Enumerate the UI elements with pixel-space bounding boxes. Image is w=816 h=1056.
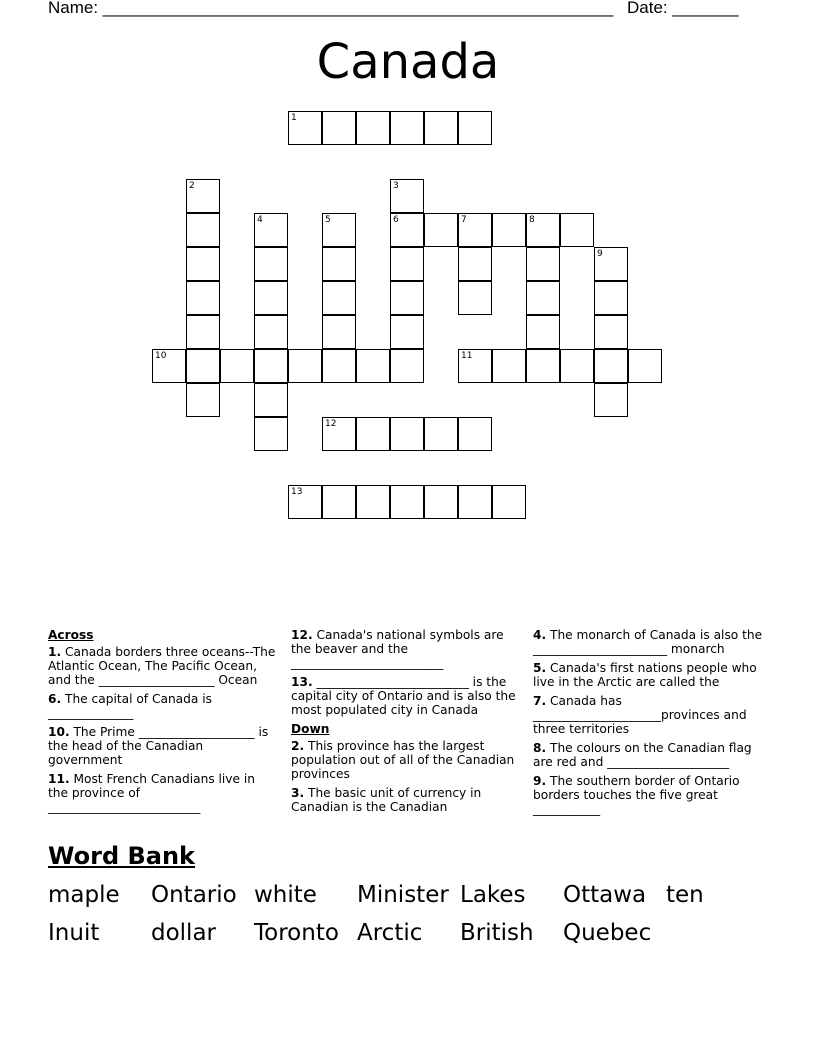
word-bank-word: Minister xyxy=(357,882,449,908)
word-bank-word: Quebec xyxy=(563,920,652,946)
crossword-cell[interactable] xyxy=(322,315,356,349)
clue-text: Canada borders three oceans--The Atlantic Ocean, The Pacific Ocean, and the ___________________ Ocean xyxy=(48,645,276,687)
crossword-cell[interactable] xyxy=(220,349,254,383)
crossword-cell[interactable] xyxy=(186,349,220,383)
clue-text: The monarch of Canada is also the ______________________ monarch xyxy=(533,628,763,656)
crossword-cell[interactable] xyxy=(390,111,424,145)
clue-across-10 xyxy=(48,725,278,767)
clue-text: Canada's national symbols are the beaver and the _________________________ xyxy=(291,628,504,670)
clue-number-label: 4 xyxy=(257,215,263,225)
clue-across-1 xyxy=(48,645,278,687)
clue-down-5 xyxy=(533,661,763,689)
clue-number-label: 13 xyxy=(291,487,303,497)
crossword-cell[interactable] xyxy=(424,485,458,519)
clue-column-2 xyxy=(291,628,521,819)
clue-down-3 xyxy=(291,786,521,814)
crossword-cell[interactable] xyxy=(356,417,390,451)
clue-text: Most French Canadians live in the province of _________________________ xyxy=(48,772,256,814)
clue-down-4 xyxy=(533,628,763,656)
clue-number: 7. xyxy=(533,694,547,708)
clue-across-6 xyxy=(48,692,278,720)
crossword-cell[interactable] xyxy=(254,315,288,349)
clue-number: 13. xyxy=(291,675,313,689)
word-bank-word: maple xyxy=(48,882,120,908)
crossword-cell[interactable] xyxy=(628,349,662,383)
word-bank-word: Ontario xyxy=(151,882,237,908)
name-field-label: Name: ______________________________________________________ xyxy=(48,0,614,17)
crossword-cell[interactable] xyxy=(492,485,526,519)
clue-number: 1. xyxy=(48,645,62,659)
clue-number: 5. xyxy=(533,661,547,675)
clue-number: 10. xyxy=(48,725,70,739)
clue-text: Canada's first nations people who live in the Arctic are called the xyxy=(533,661,757,689)
crossword-cell[interactable] xyxy=(322,349,356,383)
crossword-cell[interactable] xyxy=(186,247,220,281)
crossword-cell[interactable] xyxy=(424,417,458,451)
clue-number: 12. xyxy=(291,628,313,642)
clue-number-label: 11 xyxy=(461,351,473,361)
crossword-cell[interactable] xyxy=(390,349,424,383)
crossword-cell[interactable] xyxy=(254,281,288,315)
crossword-cell[interactable] xyxy=(322,111,356,145)
crossword-cell[interactable] xyxy=(152,349,186,383)
crossword-cell[interactable] xyxy=(390,213,424,247)
clue-number-label: 7 xyxy=(461,215,467,225)
crossword-cell[interactable] xyxy=(356,349,390,383)
crossword-cell[interactable] xyxy=(526,213,560,247)
crossword-cell[interactable] xyxy=(390,247,424,281)
clue-across-12 xyxy=(291,628,521,670)
crossword-cell[interactable] xyxy=(322,213,356,247)
crossword-cell[interactable] xyxy=(526,247,560,281)
crossword-cell[interactable] xyxy=(390,315,424,349)
crossword-cell[interactable] xyxy=(594,349,628,383)
crossword-cell[interactable] xyxy=(424,111,458,145)
clue-number-label: 9 xyxy=(597,249,603,259)
crossword-cell[interactable] xyxy=(322,417,356,451)
crossword-cell[interactable] xyxy=(390,281,424,315)
crossword-cell[interactable] xyxy=(390,485,424,519)
crossword-cell[interactable] xyxy=(526,281,560,315)
clue-number: 11. xyxy=(48,772,70,786)
clue-down-9 xyxy=(533,774,763,816)
clue-number: 2. xyxy=(291,739,305,753)
clue-number-label: 3 xyxy=(393,181,399,191)
crossword-cell[interactable] xyxy=(458,247,492,281)
clue-number: 9. xyxy=(533,774,547,788)
crossword-cell[interactable] xyxy=(458,111,492,145)
crossword-cell[interactable] xyxy=(594,247,628,281)
clue-number-label: 5 xyxy=(325,215,331,225)
word-bank-word: British xyxy=(460,920,534,946)
clue-down-8 xyxy=(533,741,763,769)
page-title: Canada xyxy=(316,34,500,90)
crossword-cell[interactable] xyxy=(356,485,390,519)
crossword-cell[interactable] xyxy=(492,349,526,383)
crossword-cell[interactable] xyxy=(560,213,594,247)
crossword-cell[interactable] xyxy=(390,417,424,451)
crossword-cell[interactable] xyxy=(458,417,492,451)
crossword-cell[interactable] xyxy=(322,485,356,519)
clue-across-13 xyxy=(291,675,521,717)
crossword-cell[interactable] xyxy=(424,213,458,247)
crossword-cell[interactable] xyxy=(594,383,628,417)
crossword-cell[interactable] xyxy=(526,349,560,383)
clue-number-label: 2 xyxy=(189,181,195,191)
crossword-cell[interactable] xyxy=(254,417,288,451)
clue-number: 8. xyxy=(533,741,547,755)
word-bank-word: Lakes xyxy=(460,882,526,908)
crossword-cell[interactable] xyxy=(390,179,424,213)
clue-column-1 xyxy=(48,628,278,819)
word-bank-word: dollar xyxy=(151,920,217,946)
word-bank-title: Word Bank xyxy=(48,842,196,870)
across-heading: Across xyxy=(48,628,94,642)
clue-text: The basic unit of currency in Canadian is the Canadian xyxy=(291,786,482,814)
clue-text: _________________________ is the capital city of Ontario and is also the most populated city in Canada xyxy=(291,675,516,717)
date-field-label: Date: _______ xyxy=(627,0,739,17)
down-heading: Down xyxy=(291,722,330,736)
word-bank-word: Inuit xyxy=(48,920,100,946)
crossword-cell[interactable] xyxy=(254,247,288,281)
crossword-cell[interactable] xyxy=(186,281,220,315)
crossword-cell[interactable] xyxy=(594,281,628,315)
crossword-cell[interactable] xyxy=(356,111,390,145)
crossword-cell[interactable] xyxy=(458,281,492,315)
clue-number-label: 12 xyxy=(325,419,337,429)
crossword-cell[interactable] xyxy=(254,213,288,247)
word-bank-word: Ottawa xyxy=(563,882,647,908)
clue-number: 3. xyxy=(291,786,305,800)
clue-text: The capital of Canada is ______________ xyxy=(48,692,212,720)
clue-text: The southern border of Ontario borders touches the five great ___________ xyxy=(533,774,740,816)
clue-text: Canada has _____________________provinces and three territories xyxy=(533,694,747,736)
crossword-cell[interactable] xyxy=(254,383,288,417)
word-bank-word: ten xyxy=(666,882,704,908)
clue-number-label: 6 xyxy=(393,215,399,225)
clue-down-2 xyxy=(291,739,521,781)
crossword-cell[interactable] xyxy=(254,349,288,383)
clue-text: This province has the largest population out of all of the Canadian provinces xyxy=(291,739,515,781)
clue-number-label: 8 xyxy=(529,215,535,225)
crossword-cell[interactable] xyxy=(560,349,594,383)
crossword-cell[interactable] xyxy=(322,247,356,281)
word-bank-word: Arctic xyxy=(357,920,423,946)
clue-across-11 xyxy=(48,772,278,814)
crossword-cell[interactable] xyxy=(458,485,492,519)
clue-number: 6. xyxy=(48,692,62,706)
crossword-cell[interactable] xyxy=(492,213,526,247)
crossword-cell[interactable] xyxy=(458,349,492,383)
crossword-cell[interactable] xyxy=(186,383,220,417)
crossword-cell[interactable] xyxy=(322,281,356,315)
crossword-cell[interactable] xyxy=(186,315,220,349)
crossword-cell[interactable] xyxy=(186,179,220,213)
crossword-cell[interactable] xyxy=(526,315,560,349)
word-bank-word: Toronto xyxy=(254,920,339,946)
crossword-cell[interactable] xyxy=(288,349,322,383)
clue-column-3 xyxy=(533,628,763,821)
clue-number-label: 1 xyxy=(291,113,297,123)
crossword-cell[interactable] xyxy=(288,111,322,145)
word-bank-word: white xyxy=(254,882,317,908)
crossword-cell[interactable] xyxy=(458,213,492,247)
crossword-cell[interactable] xyxy=(186,213,220,247)
clue-number: 4. xyxy=(533,628,547,642)
clue-text: The Prime ___________________ is the head of the Canadian government xyxy=(48,725,269,767)
crossword-cell[interactable] xyxy=(594,315,628,349)
clue-text: The colours on the Canadian flag are red and ____________________ xyxy=(533,741,752,769)
clue-down-7 xyxy=(533,694,763,736)
clue-number-label: 10 xyxy=(155,351,167,361)
crossword-cell[interactable] xyxy=(288,485,322,519)
